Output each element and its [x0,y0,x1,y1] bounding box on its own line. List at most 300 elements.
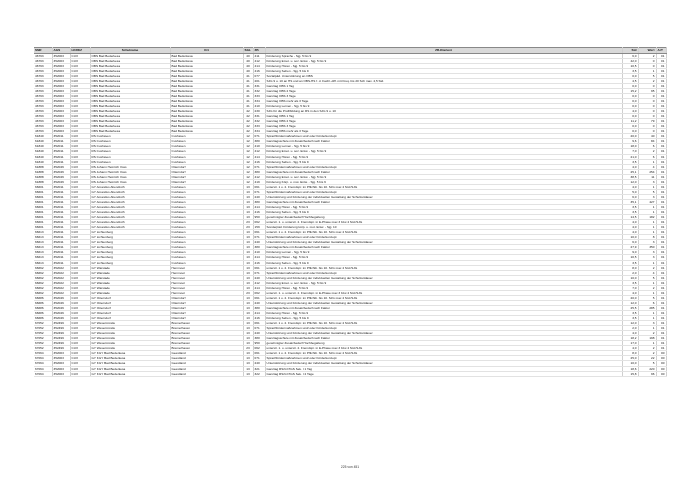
cell-zb: 414 [253,255,265,260]
cell-zb: 061 [253,265,265,270]
cell-wert: 5 [638,189,656,194]
cell-art: 01 [656,270,666,275]
cell-wert: 5 [638,295,656,300]
cell-zb: 061 [253,321,265,326]
cell-lkrkz: CUX [70,73,90,78]
cell-sgl: 12 [243,169,253,174]
cell-zb-klartext: unterstr. 1 o. 2. Fremdspr. im Pflichtb. bis 10. SJG max 4 Std./SJG [265,230,622,235]
cell-lkrkz: CUX [70,230,90,235]
cell-snr: 66662 [34,280,52,285]
cell-std: 20,0 [622,134,638,139]
cell-zb: 071 [253,270,265,275]
cell-wert: 2 [638,53,656,58]
col-header-art: ArT [656,48,666,54]
cell-lkrkz: CUX [70,235,90,240]
cell-snr: 66662 [34,285,52,290]
cell-std: 10,5 [622,63,638,68]
cell-art: 01 [656,331,666,336]
cell-zb-klartext: Ganztagsschule mit Zusatzbedarf nach Faktor [265,199,622,204]
cell-schulname: GY KGY Bad Bederkesa [90,356,170,361]
cell-art: 01 [656,295,666,300]
cell-snr: 61840 [34,149,52,154]
cell-art: 01 [656,124,666,129]
cell-zb-klartext: SJG für die Profilbildung an RS in den SJG 9 u. 10 [265,109,622,114]
cell-art: 01 [656,154,666,159]
cell-ags: 352003 [52,99,70,104]
cell-art: 01 [656,336,666,341]
cell-std: 18,2 [622,336,638,341]
cell-sgl: 13 [243,270,253,275]
cell-ags: 352046 [52,310,70,315]
cell-ags: 352046 [52,295,70,300]
cell-ags: 352003 [52,83,70,88]
cell-snr: 66613 [34,230,52,235]
cell-art: 01 [656,63,666,68]
cell-ags: 352003 [52,366,70,371]
cell-ort: Bad Bederkesa [170,88,243,93]
cell-sgl: 41 [243,88,253,93]
cell-lkrkz: CUX [70,321,90,326]
cell-lkrkz: CUX [70,295,90,300]
cell-schulname: GY Wesermünde [90,346,170,351]
cell-zb-klartext: unterstr. 1 o. 2. Fremdspr. im Pflichtb. bis 10. SJG max 4 Std./SJG [265,184,622,189]
cell-ags: 352003 [52,73,70,78]
cell-zb: 950 [253,341,265,346]
cell-zb: 414 [253,205,265,210]
cell-snr: 46793 [34,73,52,78]
cell-art: 01 [656,159,666,164]
cell-snr: 67064 [34,371,52,376]
cell-std: 25,1 [622,169,638,174]
cell-art: 01 [656,240,666,245]
cell-art: 01 [656,245,666,250]
cell-snr: 46793 [34,83,52,88]
cell-lkrkz: CUX [70,205,90,210]
cell-zb-klartext: Ganztag OBS mehr als 3 Tage [265,129,622,134]
cell-zb-klartext: Förderung Sehen - Sjg. 5 bis 9 [265,260,622,265]
cell-sgl: 13 [243,331,253,336]
cell-snr: 66601 [34,189,52,194]
cell-sgl: 41 [243,78,253,83]
cell-lkrkz: CUX [70,366,90,371]
cell-wert: 254 [638,169,656,174]
cell-schulname: GY Amandus Abendroth [90,199,170,204]
cell-zb-klartext: Ganztag OBS 1 Tag [265,114,622,119]
cell-zb-klartext: Ganztag OBS 3 Tage [265,124,622,129]
cell-zb: 331 [253,114,265,119]
cell-std: 4,0 [622,331,638,336]
cell-ags: 352022 [52,270,70,275]
cell-schulname: OBS Bad Bederkesa [90,109,170,114]
cell-ags: 352011 [52,260,70,265]
cell-zb: 061 [253,230,265,235]
cell-ort: Bad Bederkesa [170,124,243,129]
cell-ort: Cuxhaven [170,235,243,240]
cell-std: 3,5 [622,205,638,210]
cell-zb: 159 [253,225,265,230]
cell-art: 01 [656,58,666,63]
cell-zb-klartext: Förderung Sehen - Sjg. 5 bis 9 [265,159,622,164]
cell-ags: 352022 [52,275,70,280]
cell-std: 0,0 [622,104,638,109]
cell-art: 01 [656,99,666,104]
cell-std: 10,0 [622,361,638,366]
cell-lkrkz: CUX [70,58,90,63]
cell-zb-klartext: Förderung Hören - Sjg. 5 bis 9 [265,154,622,159]
cell-zb-klartext: Sprachfördermaßnahmen und/ oder Förderkonzept [265,270,622,275]
col-header-zb: ZB [253,48,265,54]
cell-ags: 352003 [52,68,70,73]
page-number: 225 von 451 [340,465,360,469]
cell-ort: Bad Bederkesa [170,63,243,68]
cell-lkrkz: CUX [70,361,90,366]
cell-art: 01 [656,189,666,194]
cell-ags: 352499 [52,346,70,351]
cell-ort: Bad Bederkesa [170,53,243,58]
cell-sgl: 13 [243,275,253,280]
cell-art: 01 [656,179,666,184]
cell-schulname: GY Wesermünde [90,331,170,336]
cell-sgl: 40 [243,68,253,73]
cell-wert: 2 [638,331,656,336]
cell-ort: Cuxhaven [170,225,243,230]
cell-ort: Cuxhaven [170,230,243,235]
cell-zb: 062 [253,346,265,351]
cell-std: 3,5 [622,316,638,321]
cell-ort: Bad Bederkesa [170,109,243,114]
cell-std: 18,0 [622,144,638,149]
cell-zb: 061 [253,295,265,300]
cell-ort: Cuxhaven [170,144,243,149]
cell-std: 3,5 [622,280,638,285]
cell-wert: 1 [638,159,656,164]
cell-snr: 61888 [34,164,52,169]
cell-lkrkz: CUX [70,189,90,194]
cell-snr: 46793 [34,99,52,104]
cell-sgl: 13 [243,194,253,199]
cell-ort: Cuxhaven [170,189,243,194]
cell-snr: 66662 [34,275,52,280]
cell-ort: Bad Bederkesa [170,93,243,98]
cell-zb-klartext: Ganztag RS/GY/IGS Sek. I 1 Tag [265,366,622,371]
cell-lkrkz: CUX [70,210,90,215]
cell-ort: Cuxhaven [170,194,243,199]
cell-ort: Cuxhaven [170,205,243,210]
cell-lkrkz: CUX [70,83,90,88]
cell-std: 14,5 [622,215,638,220]
cell-snr: 66601 [34,225,52,230]
cell-snr: 66613 [34,260,52,265]
cell-zb: 380 [253,199,265,204]
cell-lkrkz: CUX [70,285,90,290]
cell-std: 2,0 [622,326,638,331]
cell-snr: 46793 [34,53,52,58]
cell-zb: 410 [253,250,265,255]
cell-snr: 46793 [34,109,52,114]
cell-ags: 352003 [52,109,70,114]
cell-snr: 61840 [34,139,52,144]
cell-schulname: OBS Bad Bederkesa [90,53,170,58]
cell-schulname: OBS Bad Bederkesa [90,114,170,119]
cell-schulname: GY Lichtenberg [90,230,170,235]
cell-art: 00 [656,351,666,356]
cell-zb-klartext: Förderung Emot. u. soz. Entw. - Sjg. 5 bis 9 [265,149,622,154]
cell-lkrkz: CUX [70,124,90,129]
cell-sgl: 23 [243,220,253,225]
cell-std: 3,5 [622,260,638,265]
cell-snr: 66613 [34,245,52,250]
cell-ags: 352499 [52,331,70,336]
cell-sgl: 12 [243,179,253,184]
cell-snr: 46793 [34,93,52,98]
cell-zb: 416 [253,210,265,215]
cell-snr: 66601 [34,210,52,215]
cell-std: 10,5 [622,255,638,260]
cell-art: 01 [656,134,666,139]
cell-art: 01 [656,184,666,189]
cell-sgl: 13 [243,199,253,204]
cell-snr: 67052 [34,321,52,326]
cell-sgl: 12 [243,139,253,144]
cell-sgl: 13 [243,205,253,210]
cell-lkrkz: CUX [70,265,90,270]
cell-lkrkz: CUX [70,149,90,154]
cell-zb-klartext: Ganztag OBS 1 Tag [265,83,622,88]
cell-std: 0,0 [622,124,638,129]
cell-zb-klartext: unterstr. 1 o. 2. Fremdspr. im Pflichtb. bis 10. SJG max 4 Std./SJG [265,265,622,270]
cell-snr: 66613 [34,240,52,245]
cell-ort: Bad Bederkesa [170,58,243,63]
cell-zb: 201 [253,78,265,83]
cell-lkrkz: CUX [70,93,90,98]
cell-wert: 1 [638,280,656,285]
cell-sgl: 41 [243,99,253,104]
cell-zb-klartext: Unterstützung und Förderung der individuellen Gestaltung der Schulzeitdauer [265,194,622,199]
cell-ags: 352046 [52,174,70,179]
cell-sgl: 12 [243,174,253,179]
cell-std: 3,5 [622,159,638,164]
cell-ags: 352022 [52,285,70,290]
cell-wert: 220 [638,366,656,371]
cell-sgl: 13 [243,235,253,240]
cell-art: 01 [656,174,666,179]
cell-zb: 414 [253,63,265,68]
cell-ags: 352046 [52,316,70,321]
cell-ags: 352022 [52,290,70,295]
cell-zb: 061 [253,351,265,356]
cell-std: 7,0 [622,149,638,154]
cell-ags: 352499 [52,321,70,326]
cell-schulname: OBS Bad Bederkesa [90,73,170,78]
cell-std: 15,2 [622,88,638,93]
cell-zb-klartext: Förderung Emot. u. soz. Entw. - Sjg. 5 bis 9 [265,280,622,285]
cell-art: 01 [656,300,666,305]
cell-std: 4,0 [622,184,638,189]
cell-std: 38,5 [622,174,638,179]
cell-ort: Cuxhaven [170,260,243,265]
cell-zb: 416 [253,260,265,265]
cell-sgl: 23 [243,290,253,295]
cell-art: 01 [656,169,666,174]
cell-ort: Hemmoor [170,275,243,280]
cell-ags: 352003 [52,356,70,361]
cell-wert: 0 [638,63,656,68]
cell-std: 21,0 [622,154,638,159]
cell-schulname: RS Cuxhaven [90,144,170,149]
cell-lkrkz: CUX [70,326,90,331]
cell-art: 01 [656,230,666,235]
cell-std: 4,0 [622,164,638,169]
cell-std: 25,0 [622,356,638,361]
cell-ags: 352011 [52,199,70,204]
table-body [34,53,666,376]
cell-lkrkz: CUX [70,346,90,351]
cell-schulname: GY Otterndorf [90,316,170,321]
cell-art: 01 [656,290,666,295]
cell-std: 12,0 [622,321,638,326]
cell-wert: 1 [638,230,656,235]
cell-schulname: GY Lichtenberg [90,260,170,265]
cell-art: 01 [656,280,666,285]
cell-zb-klartext: Förderung Emot. u. soz. Entw. - Sjg. 5 bis 9 [265,58,622,63]
cell-zb: 071 [253,356,265,361]
cell-lkrkz: CUX [70,225,90,230]
cell-zb-klartext: Unterstützung und Förderung der individuellen Gestaltung der Schulzeitdauer [265,300,622,305]
cell-schulname: GY Wesermünde [90,326,170,331]
cell-lkrkz: CUX [70,99,90,104]
cell-ags: 352046 [52,300,70,305]
data-table [34,47,667,377]
cell-zb: 950 [253,215,265,220]
cell-snr: 66662 [34,290,52,295]
cell-schulname: GY Lichtenberg [90,255,170,260]
cell-wert: 285 [638,305,656,310]
cell-wert: 5 [638,275,656,280]
cell-ags: 352499 [52,326,70,331]
cell-lkrkz: CUX [70,331,90,336]
cell-schulname: GY KGY Bad Bederkesa [90,351,170,356]
cell-snr: 66686 [34,305,52,310]
cell-zb: 334 [253,129,265,134]
cell-sgl: 13 [243,265,253,270]
cell-schulname: GY Otterndorf [90,310,170,315]
cell-std: 6,0 [622,240,638,245]
cell-art: 01 [656,275,666,280]
cell-ort: Bremerhaven [170,331,243,336]
cell-sgl: 12 [243,164,253,169]
cell-art: 01 [656,83,666,88]
cell-std: 25,5 [622,305,638,310]
report-sheet [34,47,666,377]
cell-std: 0,0 [622,114,638,119]
cell-art: 01 [656,225,666,230]
cell-art: 01 [656,346,666,351]
cell-zb: 416 [253,159,265,164]
cell-sgl: 42 [243,129,253,134]
cell-schulname: GY Amandus Abendroth [90,220,170,225]
cell-zb-klartext: Unterstützung und Förderung der individuellen Gestaltung der Schulzeitdauer [265,275,622,280]
cell-zb-klartext: Unterstützung und Förderung der individuellen Gestaltung der Schulzeitdauer [265,240,622,245]
cell-sgl: 40 [243,58,253,63]
cell-wert: 198 [638,336,656,341]
cell-ags: 352003 [52,93,70,98]
cell-schulname: GY Wesermünde [90,341,170,346]
cell-art: 01 [656,255,666,260]
cell-schulname: RS Johann Heinrich Voss [90,164,170,169]
cell-schulname: GY KGY Bad Bederkesa [90,366,170,371]
cell-schulname: RS Johann Heinrich Voss [90,169,170,174]
cell-std: 4,0 [622,220,638,225]
cell-snr: 46793 [34,63,52,68]
cell-ort: Bremerhaven [170,336,243,341]
cell-snr: 61888 [34,174,52,179]
cell-ort: Bremerhaven [170,321,243,326]
cell-sgl: 13 [243,361,253,366]
cell-ort: Cuxhaven [170,184,243,189]
cell-snr: 66613 [34,250,52,255]
cell-zb-klartext: Sprachfördermaßnahmen und/ oder Förderkonzept [265,134,622,139]
cell-wert: 2 [638,78,656,83]
cell-sgl: 13 [243,341,253,346]
cell-snr: 67064 [34,361,52,366]
cell-zb-klartext: Förderung Emot. u. soz. Entw. - Sjg. 5 bis 9 [265,174,622,179]
cell-lkrkz: CUX [70,341,90,346]
cell-ags: 352499 [52,341,70,346]
col-header-ort: Ort [170,48,243,54]
cell-zb: 332 [253,88,265,93]
cell-ort: Cuxhaven [170,149,243,154]
cell-lkrkz: CUX [70,109,90,114]
cell-lkrkz: CUX [70,88,90,93]
cell-snr: 61840 [34,134,52,139]
cell-lkrkz: CUX [70,245,90,250]
cell-art: 01 [656,53,666,58]
cell-zb: 412 [253,58,265,63]
cell-lkrkz: CUX [70,154,90,159]
cell-wert: 11 [638,174,656,179]
cell-ort: Otterndorf [170,305,243,310]
cell-schulname: GY Otterndorf [90,295,170,300]
cell-sgl: 12 [243,144,253,149]
cell-snr: 46793 [34,104,52,109]
cell-lkrkz: CUX [70,68,90,73]
cell-schulname: GY Amandus Abendroth [90,225,170,230]
cell-wert: 1 [638,205,656,210]
col-header-std: Std [622,48,638,54]
cell-wert: 2 [638,149,656,154]
cell-zb: 380 [253,139,265,144]
cell-zb: 332 [253,119,265,124]
cell-sgl: 41 [243,73,253,78]
cell-wert: 84 [638,139,656,144]
cell-wert: 5 [638,73,656,78]
cell-snr: 66601 [34,194,52,199]
cell-wert: 0 [638,83,656,88]
cell-schulname: GY Otterndorf [90,305,170,310]
cell-art: 01 [656,144,666,149]
cell-ort: Cuxhaven [170,139,243,144]
cell-wert: 2 [638,346,656,351]
cell-schulname: GY Lichtenberg [90,235,170,240]
cell-ags: 352003 [52,58,70,63]
cell-wert: 182 [638,215,656,220]
cell-wert: 1 [638,220,656,225]
cell-wert: 2 [638,265,656,270]
cell-ags: 352011 [52,144,70,149]
cell-wert: 1 [638,210,656,215]
cell-ort: Cuxhaven [170,250,243,255]
cell-zb-klartext: unterstr. 1. o. unterstr. 2. Fremdspr. in E-Phase max 3 bzw 4 Std./SJG [265,346,622,351]
